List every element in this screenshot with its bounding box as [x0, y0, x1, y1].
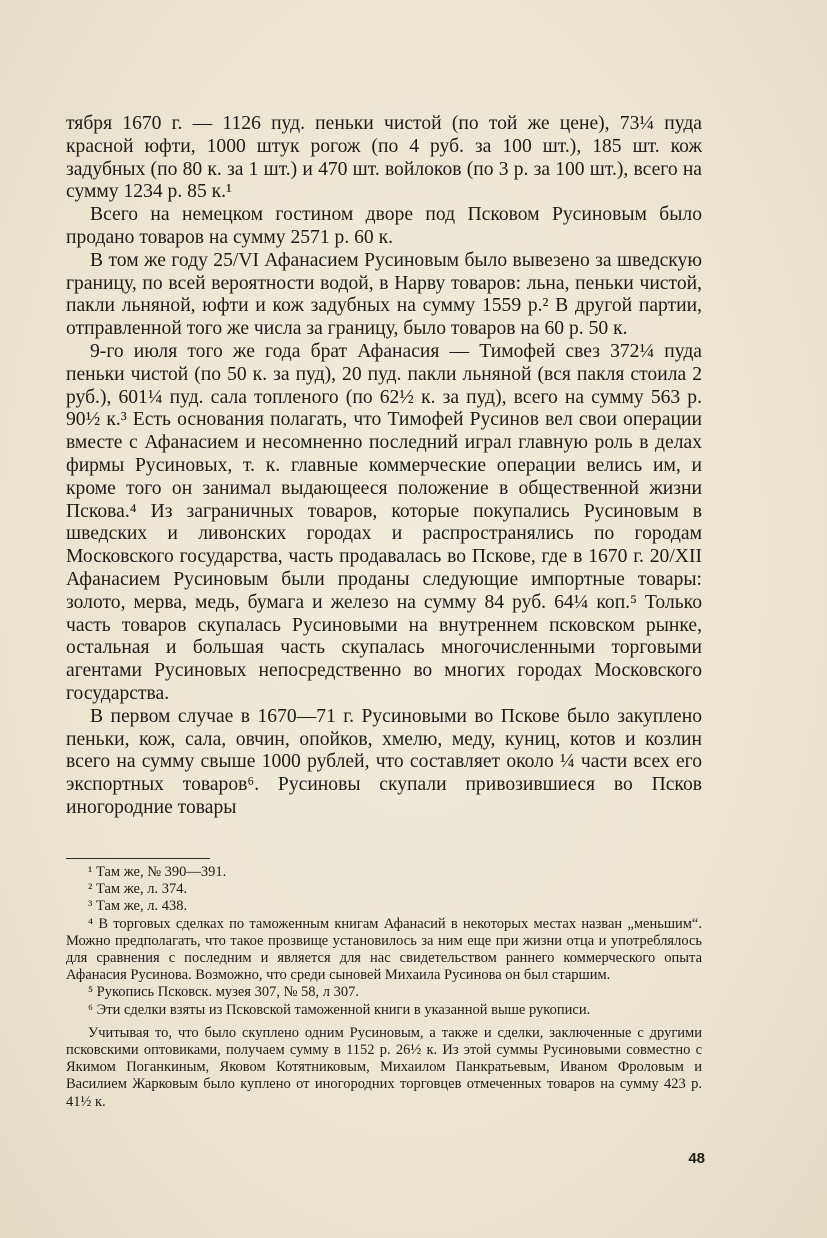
footnote-4: ⁴ В торговых сделках по таможенным книгам Афанасий в некоторых местах назван „меньшим“. Можно предполагать, что такое прозвище установилось за ним еще при жизни отца и употреблялось для сравнения с последним и является для нас свидетельством раннего коммерческого опыта Афанасия Русинова. Возможно, что среди сыновей Михаила Русинова он был старшим. [66, 915, 702, 984]
paragraph-3: В том же году 25/VI Афанасием Русиновым было вывезено за шведскую границу, по всей вероятности водой, в Нарву товаров: льна, пеньки чистой, пакли льняной, юфти и кож задубных на сумму 1559 р.² В другой партии, отправленной того же числа за границу, было товаров на 60 р. 50 к. [66, 249, 702, 340]
footnotes [66, 864, 702, 1111]
footnote-3: ³ Там же, л. 438. [88, 898, 188, 915]
footnote-6: ⁶ Эти сделки взяты из Псковской таможенной книги в указанной выше рукописи. [88, 1001, 591, 1018]
footnote-5: ⁵ Рукопись Псковск. музея 307, № 58, л 307. [88, 984, 360, 1001]
footnote-1: ¹ Там же, № 390—391. [88, 864, 227, 880]
paragraph-2: Всего на немецком гостином дворе под Псковом Русиновым было продано товаров на сумму 2571 р. 60 к. [66, 204, 702, 248]
page-number: 48 [688, 1150, 705, 1167]
footnote-2: ² Там же, л. 374. [88, 881, 188, 898]
paragraph-1: тября 1670 г. — 1126 пуд. пеньки чистой (по той же цене), 73¼ пуда красной юфти, 1000 штук рогож (по 4 руб. за 100 шт.), 185 шт. кож задубных (по 80 к. за 1 шт.) и 470 шт. войлоков (по 3 р. за 100 шт.), всего на сумму 1234 р. 85 к.¹ [66, 113, 702, 203]
paragraph-4: 9-го июля того же года брат Афанасия — Тимофей свез 372¼ пуда пеньки чистой (по 50 к. за пуд), 20 пуд. пакли льняной (вся пакля стоила 2 руб.), 601¼ пуд. сала топленого (по 62½ к. за пуд), всего на сумму 563 р. 90½ к.³ Есть основания полагать, что Тимофей Русинов вел свои операции вместе с Афанасием и несомненно последний играл главную роль в делах фирмы Русиновых, т. к. главные коммерческие операции велись им, и кроме того он занимал выдающееся положение в общественной жизни Пскова.⁴ Из заграничных товаров, которые покупались Русиновым в шведских и ливонских городах и распространялись по городам Московского государства, часть продавалась во Пскове, где в 1670 г. 20/XII Афанасием Русиновым были проданы следующие импортные товары: золото, мерва, медь, бумага и железо на сумму 84 руб. 64¼ коп.⁵ Только часть товаров скупалась Русиновыми на внутреннем псковском рынке, остальная и большая часть скупалась многочисленными торговыми агентами Русиновых непосредственно во многих городах Московского государства. [66, 340, 702, 704]
footnote-divider [66, 858, 210, 859]
main-text [66, 113, 702, 820]
footnote-6-continuation: Учитывая то, что было скуплено одним Русиновым, а также и сделки, заключенные с другими псковскими оптовиками, получаем сумму в 1152 р. 26½ к. Из этой суммы Русиновыми совместно с Якимом Поганкиным, Яковом Котятниковым, Михаилом Панкратьевым, Иваном Фроловым и Василием Жарковым было куплено от иногородних торговцев отмеченных товаров на сумму 423 р. 41½ к. [66, 1024, 702, 1110]
paragraph-5: В первом случае в 1670—71 г. Русиновыми во Пскове было закуплено пеньки, кож, сала, овчин, опойков, хмелю, меду, куниц, котов и козлин всего на сумму свыше 1000 рублей, что составляет около ¼ части всех его экспортных товаров⁶. Русиновы скупали привозившиеся во Псков иногородние товары [66, 705, 702, 818]
